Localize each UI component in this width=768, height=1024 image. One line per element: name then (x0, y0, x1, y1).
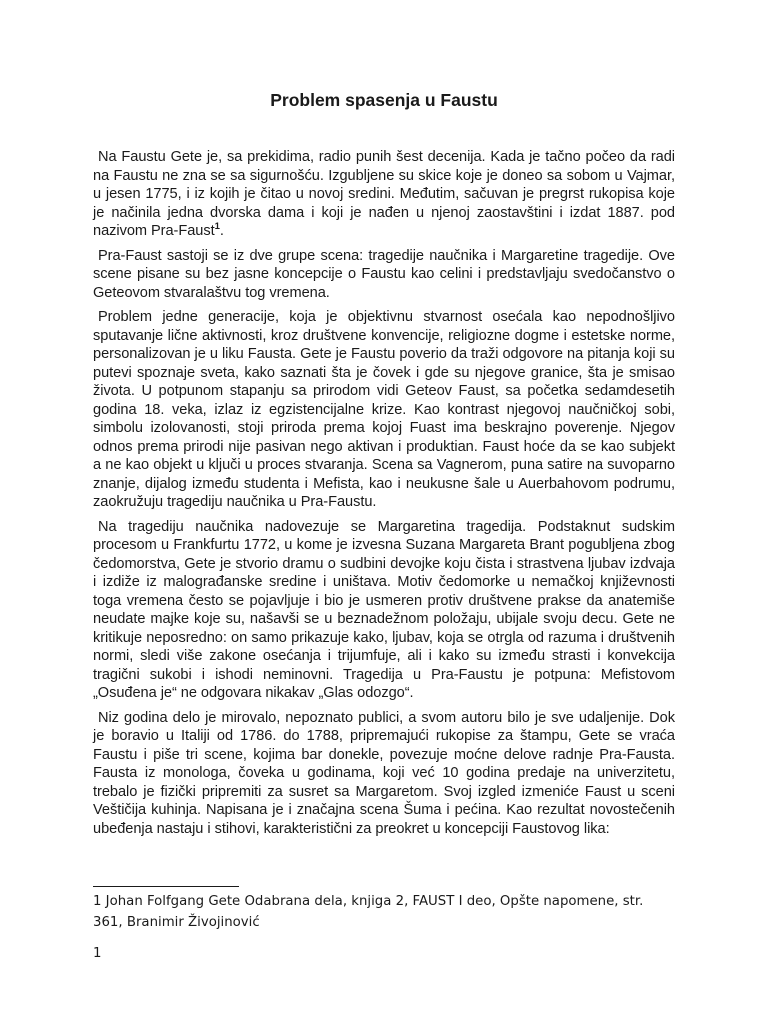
paragraph-5: Niz godina delo je mirovalo, nepoznato publici, a svom autoru bilo je sve udaljenije. Dok je boravio u Italiji od 1786. do 1788, pripremajući rukopise za štampu, Gete se vraća Faustu i piše tri scene, kojima bar donekle, povezuje moćne delove radnje Pra-Fausta. Fausta iz monologa, čoveka u godinama, koji već 10 godina predaje na univerzitetu, trebalo je fizički pripremiti za susret sa Margaretom. Svoj izgled izmeniće Faust u sceni Veštičija kuhinja. Napisana je i značajna scena Šuma i pećina. Kao rezultat novostečenih ubeđenja nastaju i stihovi, karakteristični za preokret u koncepciji Faustovog lika: (93, 709, 675, 837)
paragraph-3: Problem jedne generacije, koja je objektivnu stvarnost osećala kao nepodnošljivo sputavanje lične aktivnosti, kroz društvene konvencije, religiozne dogme i estetske norme, personalizovan je u liku Fausta. Gete je Faustu poverio da traži odgovore na pitanja koji su putevi spoznaje sveta, kako saznati šta je čovek i gde su njegove granice, šta je smisao života. U potpunom stapanju sa prirodom vidi Geteov Faust, sa početka sedamdesetih godina 18. veka, izlaz iz egzistencijalne krize. Kao kontrast njegovoj naučničkoj sobi, simbolu izolovanosti, stoji priroda prema kojoj Fuast ima beskrajno poverenje. Njegov odnos prema prirodi nije pasivan nego aktivan i produktian. Faust hoće da se kao subjekt a ne kao objekt u ključi u proces stvaranja. Scena sa Vagnerom, puna satire na suvoparno znanje, dijalog između studenta i Mefista, kao i neukusne šale u Auerbahovom podrumu, zaokružuju tragediju naučnika u Pra-Faustu. (93, 309, 675, 510)
paragraph-4: Na tragediju naučnika nadovezuje se Margaretina tragedija. Podstaknut sudskim procesom u Frankfurtu 1772, u kome je izvesna Suzana Margareta Brant pogubljena zbog čedomorstva, Gete je stvorio dramu o sudbini devojke koju čista i strastvena ljubav izdvaja i izdiže iz malograđanske sredine i uništava. Motiv čedomorke u nemačkoj književnosti toga vremena često se pojavljuje i bio je usmeren protiv društvene prakse da anatemiše neudate majke koje su, našavši se u beznadežnom položaju, ubijale svoju decu. Gete ne kritikuje neposredno: on samo prikazuje kako, ljubav, koja se otrgla od razuma i društvenih normi, sledi više zakone osećanja i trijumfuje, ali i kako su između strasti i konvekcija tragični sukobi i ishodi neminovni. Tragedija u Pra-Faustu je potpuna: Mefistovom „Osuđena je“ ne odgovara nikakav „Glas odozgo“. (93, 518, 675, 701)
document-title: Problem spasenja u Faustu (270, 90, 498, 110)
footnote: 1 Johan Folfgang Gete Odabrana dela, knjiga 2, FAUST I deo, Opšte napomene, str. 361, Branimir Živojinović (93, 894, 644, 930)
footnote-divider (93, 886, 239, 887)
document-body (93, 148, 675, 844)
footnote-reference[interactable]: 1 (214, 221, 220, 233)
paragraph-1-end: . (219, 223, 224, 239)
paragraph-2: Pra-Faust sastoji se iz dve grupe scena: tragedije naučnika i Margaretine tragedije. Ove scene pisane su bez jasne koncepcije o Faustu kao celini i predstavljaju svedočanstvo o Geteovom stvaralaštvu tog vremena. (93, 247, 675, 301)
paragraph-1 (93, 148, 675, 241)
paragraph-1-text: Na Faustu Gete je, sa prekidima, radio punih šest decenija. Kada je tačno počeo da radi na Faustu ne zna se sa sigurnošću. Izgubljene su skice koje je doneo sa sobom u Vajmar, u jesen 1775, i iz kojih je čitao u novoj sredini. Međutim, sačuvan je pregrst rukopisa koje je načinila jedna dvorska dama i koji je nađen u njenoj zaostavštini i izdat 1887. pod nazivom Pra-Faust (93, 149, 675, 239)
page-number: 1 (93, 946, 102, 961)
